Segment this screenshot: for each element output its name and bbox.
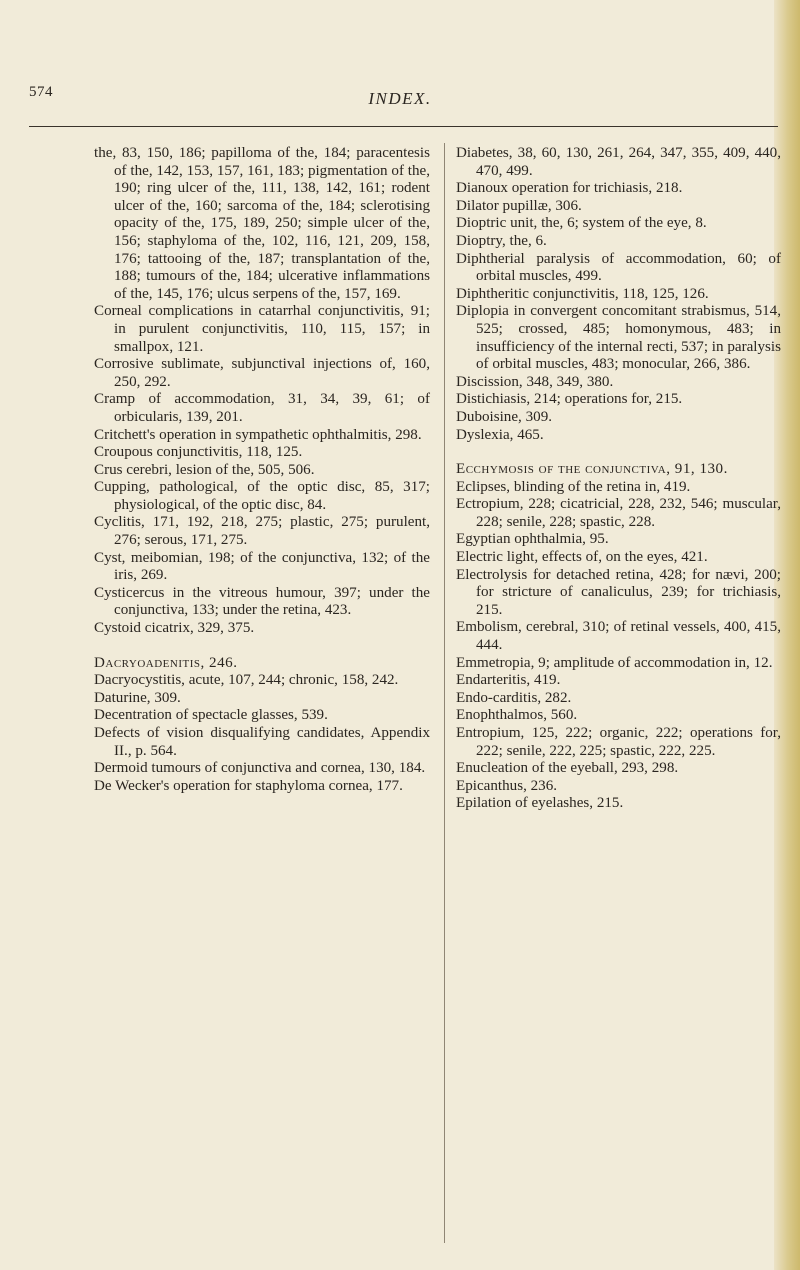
index-entry: the, 83, 150, 186; papilloma of the, 184; paracentesis of the, 142, 153, 157, 161, 183; pigmentation of the, 190; ring ulcer of the, 111, 138, 142, 161; rodent ulcer of the, 160; sarcoma of the, 184; sclerotising opacity of the, 175, 189, 250; simple ulcer of the, 156; staphyloma of the, 102, 116, 121, 209, 158, 176; tattooing of the, 187; transplantation of the, 188; tumours of the, 184; ulcerative inflammations of the, 145, 176; ulcus serpens of the, 157, 169. <box>94 145 430 302</box>
index-entry: Egyptian ophthalmia, 95. <box>456 531 609 548</box>
index-entry: Enucleation of the eyeball, 293, 298. <box>456 760 679 777</box>
index-entry: Diphtheritic conjunctivitis, 118, 125, 126. <box>456 285 709 302</box>
index-entry: Corneal complications in catarrhal conjunctivitis, 91; in purulent conjunctivitis, 110, 115, 157; in smallpox, 121. <box>94 303 430 355</box>
index-entry: Electric light, effects of, on the eyes, 421. <box>456 549 708 566</box>
index-entry: Critchett's operation in sympathetic ophthalmitis, 298. <box>94 426 422 443</box>
index-entry: Discission, 348, 349, 380. <box>456 373 614 390</box>
index-entry: Endarteritis, 419. <box>456 672 561 689</box>
index-entry: Crus cerebri, lesion of the, 505, 506. <box>94 461 315 478</box>
index-entry: Defects of vision disqualifying candidates, Appendix II., p. 564. <box>94 725 430 759</box>
index-entry: Electrolysis for detached retina, 428; for nævi, 200; for stricture of canaliculus, 239; for trichiasis, 215. <box>456 566 781 618</box>
index-entry: Entropium, 125, 222; organic, 222; operations for, 222; senile, 222, 225; spastic, 222, 225. <box>456 725 781 759</box>
index-entry-section-start: Dacryoadenitis, 246. <box>94 654 238 671</box>
index-entry: Cystoid cicatrix, 329, 375. <box>94 620 255 637</box>
index-entry: Croupous conjunctivitis, 118, 125. <box>94 444 303 461</box>
index-entry: De Wecker's operation for staphyloma cornea, 177. <box>94 777 403 794</box>
index-entry: Eclipses, blinding of the retina in, 419. <box>456 478 691 495</box>
index-entry: Cramp of accommodation, 31, 34, 39, 61; of orbicularis, 139, 201. <box>94 391 430 425</box>
index-entry: Epilation of eyelashes, 215. <box>456 795 624 812</box>
index-entry: Decentration of spectacle glasses, 539. <box>94 707 328 724</box>
running-title: INDEX. <box>368 89 432 108</box>
index-entry: Dermoid tumours of conjunctiva and cornea, 130, 184. <box>94 760 426 777</box>
index-entry: Distichiasis, 214; operations for, 215. <box>456 391 683 408</box>
index-entry: Dacryocystitis, acute, 107, 244; chronic, 158, 242. <box>94 672 399 689</box>
index-entry: Cysticercus in the vitreous humour, 397; under the conjunctiva, 133; under the retina, 423. <box>94 584 430 619</box>
index-entry: Endo-carditis, 282. <box>456 689 572 706</box>
page-number: 574 <box>29 84 53 100</box>
index-entry: Cyclitis, 171, 192, 218, 275; plastic, 275; purulent, 276; serous, 171, 275. <box>94 514 430 549</box>
index-entry: Ectropium, 228; cicatricial, 228, 232, 546; muscular, 228; senile, 228; spastic, 228. <box>456 496 781 530</box>
index-entry: Diplopia in convergent concomitant strabismus, 514, 525; crossed, 485; homonymous, 483; in insufficiency of the internal recti, 537; in paralysis of orbital muscles, 483; monocular, 266, 386. <box>456 303 781 373</box>
index-entry: Corrosive sublimate, subjunctival injections of, 160, 250, 292. <box>94 356 430 390</box>
index-entry: Diphtherial paralysis of accommodation, 60; of orbital muscles, 499. <box>456 250 781 285</box>
index-entry: Dilator pupillæ, 306. <box>456 197 582 214</box>
column-divider <box>444 143 445 1243</box>
header-rule <box>29 126 778 127</box>
right-column <box>456 145 781 813</box>
index-entry: Cyst, meibomian, 198; of the conjunctiva, 132; of the iris, 269. <box>94 549 430 584</box>
index-entry: Cupping, pathological, of the optic disc, 85, 317; physiological, of the optic disc, 84. <box>94 479 430 513</box>
index-entry: Daturine, 309. <box>94 689 181 706</box>
index-entry-section-start: Ecchymosis of the conjunctiva, 91, 130. <box>456 461 728 478</box>
index-entry: Epicanthus, 236. <box>456 777 558 794</box>
index-entry: Dioptry, the, 6. <box>456 232 547 249</box>
index-entry: Duboisine, 309. <box>456 408 553 425</box>
index-entry: Dianoux operation for trichiasis, 218. <box>456 180 683 197</box>
index-entry: Dioptric unit, the, 6; system of the eye, 8. <box>456 215 707 232</box>
index-entry: Enophthalmos, 560. <box>456 707 578 724</box>
index-entry: Embolism, cerebral, 310; of retinal vessels, 400, 415, 444. <box>456 619 781 654</box>
left-column <box>94 145 430 795</box>
index-entry: Dyslexia, 465. <box>456 426 544 443</box>
index-entry: Emmetropia, 9; amplitude of accommodation in, 12. <box>456 654 773 671</box>
index-entry: Diabetes, 38, 60, 130, 261, 264, 347, 355, 409, 440, 470, 499. <box>456 145 781 179</box>
